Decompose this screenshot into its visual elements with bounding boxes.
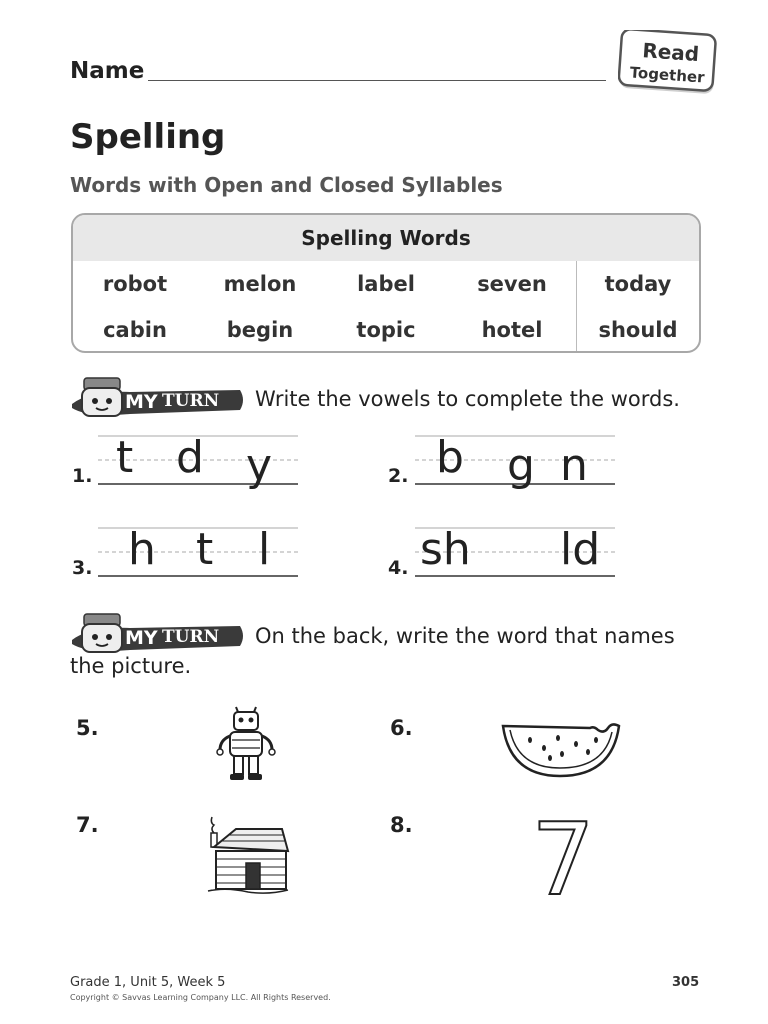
spelling-word: should (598, 318, 678, 342)
letter: g (507, 440, 535, 491)
exercise-number: 1. (72, 465, 93, 487)
spelling-word: robot (102, 272, 168, 296)
spelling-word: topic (356, 318, 416, 342)
letter: t (196, 524, 214, 575)
name-write-line[interactable] (148, 80, 606, 81)
robot-icon (214, 706, 278, 784)
letter: ld (560, 524, 601, 575)
letter: sh (420, 524, 471, 575)
spelling-word: melon (223, 272, 297, 296)
melon-icon (500, 718, 622, 780)
instruction-picture-line1: On the back, write the word that names (255, 624, 675, 648)
picture-number: 7. (76, 813, 99, 837)
cabin-icon (206, 815, 290, 895)
spelling-word: today (604, 272, 672, 296)
my-turn-turn: TURN (162, 627, 220, 647)
read-together-badge (618, 30, 718, 94)
instruction-picture-line2: the picture. (70, 654, 192, 678)
picture-number: 5. (76, 716, 99, 740)
letter: l (258, 524, 271, 575)
my-turn-badge (70, 610, 246, 658)
spelling-word: seven (477, 272, 547, 296)
badge-line1: Read (641, 38, 700, 67)
exercise-number: 2. (388, 465, 409, 487)
name-label: Name (70, 58, 145, 84)
instruction-vowels: Write the vowels to complete the words. (255, 387, 680, 411)
picture-number: 6. (390, 716, 413, 740)
letter: b (436, 432, 464, 483)
footer-grade: Grade 1, Unit 5, Week 5 (70, 975, 226, 990)
my-turn-turn: TURN (162, 391, 220, 411)
letter: t (116, 432, 134, 483)
spelling-words-heading: Spelling Words (73, 215, 699, 261)
my-turn-my: MY (125, 627, 158, 649)
spelling-word: cabin (103, 318, 167, 342)
exercise-number: 4. (388, 557, 409, 579)
spelling-word: label (357, 272, 415, 296)
letter: h (128, 524, 156, 575)
footer-copyright: Copyright © Savvas Learning Company LLC. All Rights Reserved. (70, 993, 331, 1002)
my-turn-badge (70, 374, 246, 422)
letter: y (246, 440, 273, 491)
badge-shape-icon (618, 30, 718, 94)
my-turn-icon (70, 374, 246, 422)
spelling-word: begin (226, 318, 294, 342)
spelling-word: hotel (481, 318, 543, 342)
spelling-words-box (71, 213, 701, 353)
page-number: 305 (672, 975, 700, 990)
my-turn-icon (70, 610, 246, 658)
badge-line2: Together (629, 63, 706, 87)
seven-glyph: 7 (531, 808, 595, 900)
seven-icon (528, 808, 598, 900)
page-title: Spelling (70, 117, 226, 157)
my-turn-my: MY (125, 391, 158, 413)
letter: d (176, 432, 204, 483)
picture-number: 8. (390, 813, 413, 837)
letter: n (560, 440, 588, 491)
exercise-number: 3. (72, 557, 93, 579)
page-subtitle: Words with Open and Closed Syllables (70, 173, 503, 197)
